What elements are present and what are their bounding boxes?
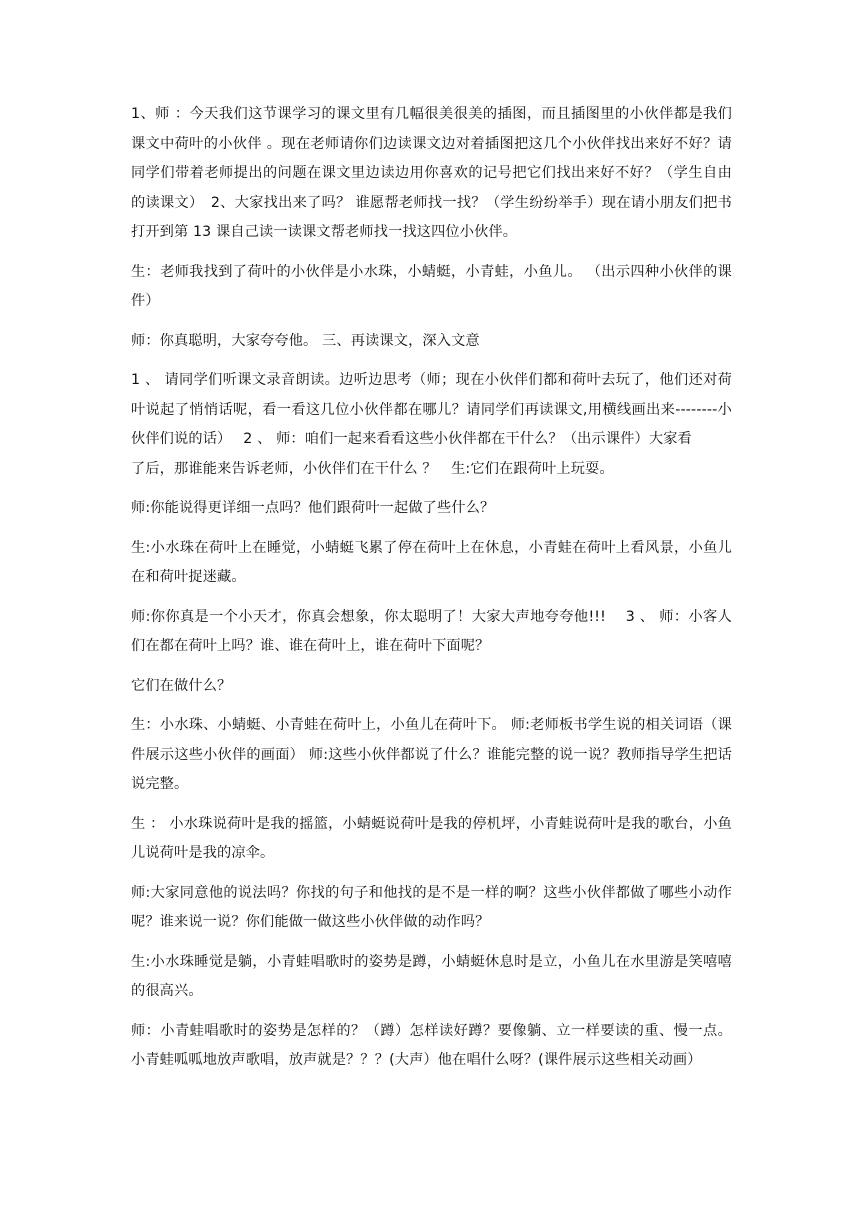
paragraph-3: 师：你真聪明，大家夸夸他。 三、再读课文，深入文意	[131, 332, 480, 349]
paragraph-12: 师:大家同意他的说法吗？你找的句子和他找的是不是一样的啊？这些小伙伴都做了哪些小动作呢？谁来说一说？你们能做一做这些小伙伴做的动作吗？	[131, 884, 732, 930]
paragraph-1: 1、师 ：今天我们这节课学习的课文里有几幅很美很美的插图，而且插图里的小伙伴都是我们课文中荷叶的小伙伴 。现在老师请你们边读课文边对着插图把这几个小伙伴找出来好不好？请同学们带着老师提出的问题在课文里边读边用你喜欢的记号把它们找出来好不好？（学生自由的读课文） 2、大家找出来了吗？ 谁愿帮老师找一找？（学生纷纷举手）现在请小朋友们把书打开到第 13 课自己读一读课文帮老师找一找这四位小伙伴。	[131, 106, 732, 240]
paragraph-8: 师:你你真是一个小天才，你真会想象，你太聪明了！大家大声地夸夸他!!! 3 、 师：小客人们在都在荷叶上吗？谁、谁在荷叶上，谁在荷叶下面呢？	[131, 608, 732, 654]
paragraph-11: 生 ： 小水珠说荷叶是我的摇篮，小蜻蜓说荷叶是我的停机坪，小青蛙说荷叶是我的歌台，小鱼儿说荷叶是我的凉伞。	[131, 815, 732, 861]
paragraph-6: 师:你能说得更详细一点吗？他们跟荷叶一起做了些什么？	[131, 500, 495, 516]
paragraph-9: 它们在做什么？	[131, 677, 232, 694]
paragraph-10: 生：小水珠、小蜻蜓、小青蛙在荷叶上，小鱼儿在荷叶下。 师:老师板书学生说的相关词语（课件展示这些小伙伴的画面） 师:这些小伙伴都说了什么？谁能完整的说一说？教师指导学生把话说完整。	[131, 717, 732, 792]
paragraph-2: 生：老师我找到了荷叶的小伙伴是小水珠，小蜻蜓，小青蛙，小鱼儿。 （出示四种小伙伴的课件）	[131, 263, 732, 309]
paragraph-4: 1 、 请同学们听课文录音朗读。边听边思考（师；现在小伙伴们都和荷叶去玩了，他们还对荷叶说起了悄悄话呢，看一看这几位小伙伴都在哪儿？请同学们再读课文,用横线画出来--------小伙伴们说的话） 2 、 师：咱们一起来看看这些小伙伴都在干什么？（出示课件）大家看	[131, 372, 732, 447]
document-page	[131, 100, 732, 1086]
paragraph-14: 师：小青蛙唱歌时的姿势是怎样的？（蹲）怎样读好蹲？要像躺、立一样要读的重、慢一点。小青蛙呱呱地放声歌唱，放声就是？？？(大声）他在唱什么呀？(课件展示这些相关动画）	[131, 1022, 732, 1068]
paragraph-5: 了后，那谁能来告诉老师，小伙伴们在干什么 ？ 生:它们在跟荷叶上玩耍。	[131, 460, 614, 477]
paragraph-7: 生:小水珠在荷叶上在睡觉，小蜻蜓飞累了停在荷叶上在休息，小青蛙在荷叶上看风景，小鱼儿在和荷叶捉迷藏。	[131, 539, 732, 585]
paragraph-13: 生:小水珠睡觉是躺，小青蛙唱歌时的姿势是蹲，小蜻蜓休息时是立，小鱼儿在水里游是笑嘻嘻的很高兴。	[131, 953, 732, 999]
